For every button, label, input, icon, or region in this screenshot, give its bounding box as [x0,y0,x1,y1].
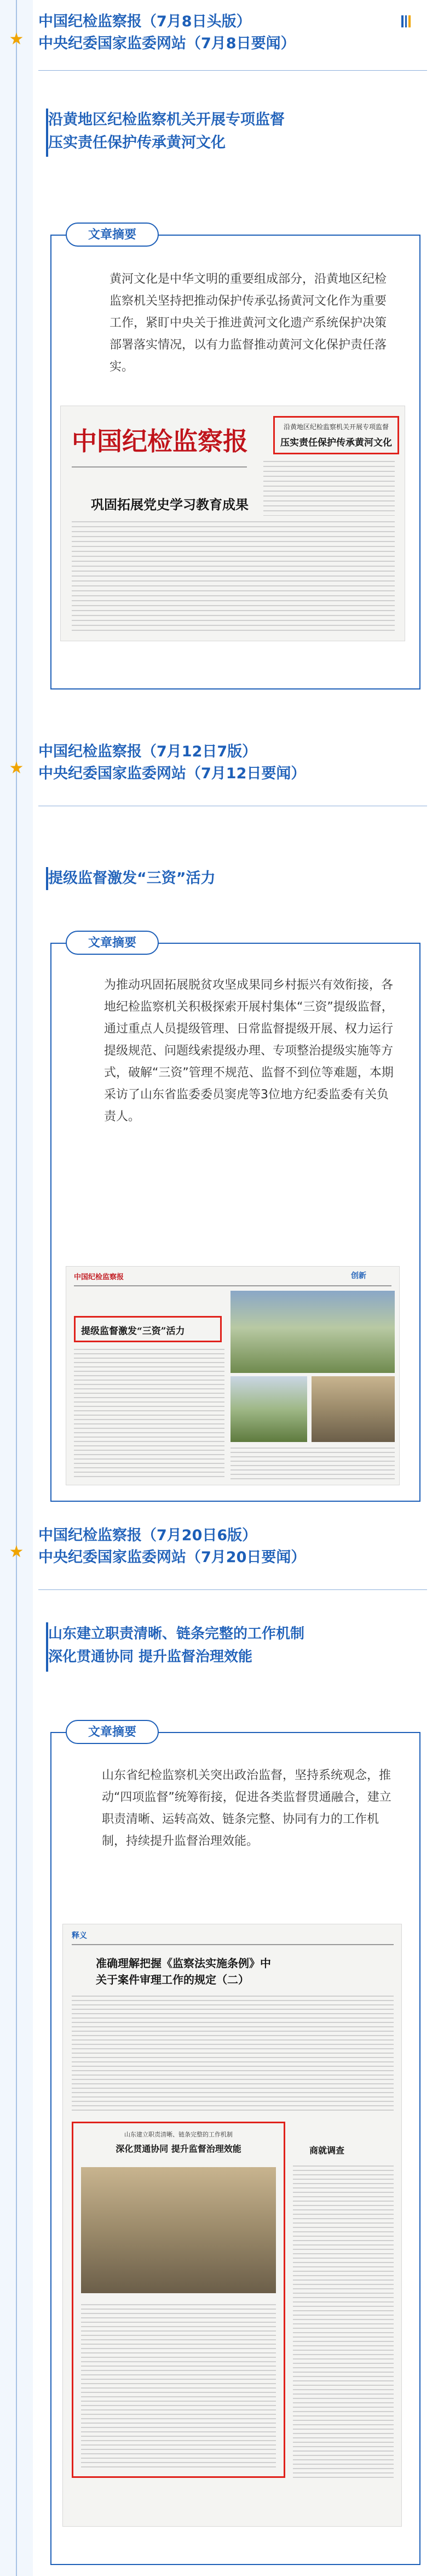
header-source-2: 中央纪委国家监委网站（7月12日要闻） [38,765,306,782]
header-source-2: 中央纪委国家监委网站（7月8日要闻） [38,35,296,52]
summary-label: 文章摘要 [66,1720,159,1744]
text-columns [293,2165,394,2478]
text-columns [72,1996,394,2111]
top-headline-line: 关于案件审理工作的规定（二） [96,1973,249,1986]
masthead: 中国纪检监察报 [72,426,248,456]
rule [72,466,247,468]
highlight-box [74,1316,222,1342]
text-columns [263,461,395,516]
header-source-1: 中国纪检监察报（7月20日6版） [38,1527,257,1544]
headline-line: 压实责任保护传承黄河文化 [48,134,226,151]
star-icon: ★ [9,1542,24,1561]
headline [48,1622,426,1668]
top-headline-line: 准确理解把握《监察法实施条例》中 [96,1957,271,1970]
divider [38,1589,427,1590]
header-source-1: 中国纪检监察报（7月12日7版） [38,743,257,760]
section-label: 创新 [351,1272,366,1280]
box-headline: 提级监督激发“三资”活力 [81,1326,185,1337]
section-2-header [38,741,422,790]
box-line: 沿黄地区纪检监察机关开展专项监督 [283,423,389,431]
header-source-2: 中央纪委国家监委网站（7月20日要闻） [38,1549,306,1566]
text-columns [230,1447,395,1480]
text-columns [74,1349,224,1480]
headline-line: 深化贯通协同 提升监督治理效能 [48,1649,253,1665]
newspaper-thumbnail [62,1924,402,2527]
text-columns [72,521,395,631]
bars-icon [400,15,411,27]
section-1-header [38,11,422,60]
newspaper-thumbnail [66,1266,400,1485]
photo [230,1291,395,1373]
summary-label: 文章摘要 [66,223,159,247]
summary-text: 山东省纪检监察机关突出政治监督，坚持系统观念，推动“四项监督”统筹衔接，促进各类监督贯通融合，建立职责清晰、运转高效、链条完整、协同有力的工作机制，持续提升监督治理效能。 [102,1769,391,1848]
star-icon: ★ [9,30,24,49]
photo [230,1376,307,1442]
rule [74,1285,391,1286]
masthead: 中国纪检监察报 [74,1273,124,1281]
headline-line: 山东建立职责清晰、链条完整的工作机制 [48,1626,305,1642]
star-icon: ★ [9,759,24,778]
rule [72,1944,394,1945]
headline-line: 提级监督激发“三资”活力 [48,870,216,887]
photo [81,2167,276,2293]
side-title: 商就调查 [309,2145,345,2156]
section-3-header [38,1525,422,1574]
sub-headline: 巩固拓展党史学习教育成果 [91,497,249,512]
timeline-line [16,0,17,2576]
highlight-box [72,2122,285,2478]
top-headline [96,1955,271,1988]
highlight-box [273,416,399,454]
summary-label: 文章摘要 [66,931,159,955]
box-line: 山东建立职责清晰、链条完整的工作机制 [124,2131,233,2138]
box-line: 压实责任保护传承黄河文化 [280,437,392,448]
headline [48,109,426,155]
photo [312,1376,395,1442]
section-label: 释义 [72,1931,87,1940]
divider [38,70,427,71]
headline [48,867,426,890]
headline-line: 沿黄地区纪检监察机关开展专项监督 [48,111,285,128]
box-line: 深化贯通协同 提升监督治理效能 [116,2144,241,2154]
header-source-1: 中国纪检监察报（7月8日头版） [38,13,251,30]
text-columns [81,2304,276,2469]
newspaper-thumbnail [60,406,405,641]
summary-text: 为推动巩固拓展脱贫攻坚成果同乡村振兴有效衔接，各地纪检监察机关积极探索开展村集体“三资”提级监督，通过重点人员提级管理、日常监督提级开展、权力运行提级规范、问题线索提级办理、专项整治提级实施等方式，破解“三资”管理不规范、监督不到位等难题，本期采访了山东省监委委员窦虎等3位地方纪委监委有关负责人。 [104,978,394,1124]
summary-text: 黄河文化是中华文明的重要组成部分，沿黄地区纪检监察机关坚持把推动保护传承弘扬黄河文化作为重要工作，紧盯中央关于推进黄河文化遗产系统保护决策部署落实情况，以有力监督推动黄河文化保护责任落实。 [110,272,387,374]
